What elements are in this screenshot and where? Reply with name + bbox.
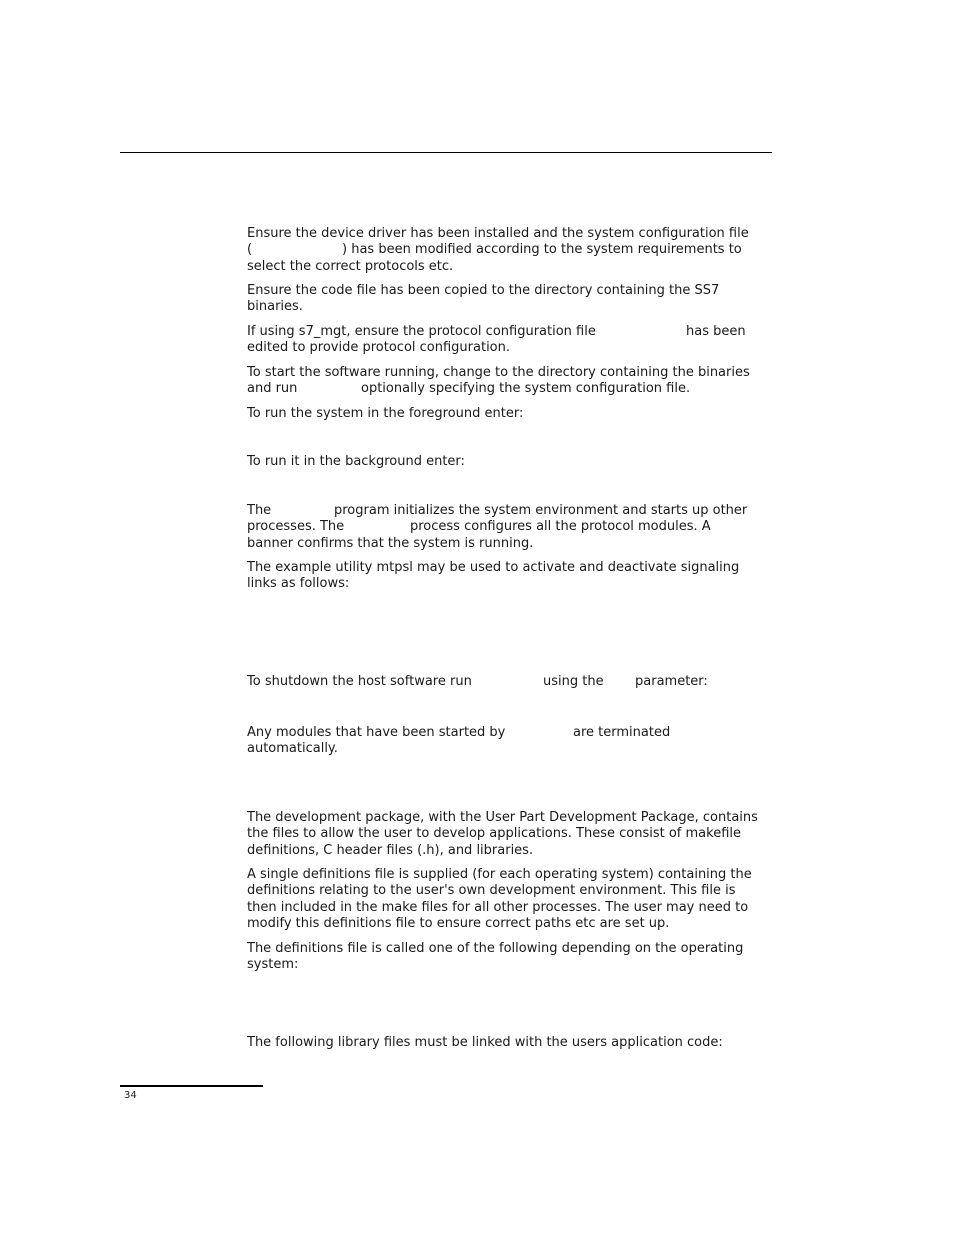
paragraph-9 (247, 674, 777, 690)
text-segment: processes. The (247, 519, 345, 535)
paragraph-4 (247, 365, 777, 398)
paragraph-14 (247, 1035, 777, 1051)
text-segment: and run (247, 381, 298, 397)
text-segment: To start the software running, change to the directory containing the binaries (247, 365, 750, 380)
text-segment: binaries. (247, 299, 303, 315)
paragraph-3 (247, 324, 777, 357)
text-line (247, 941, 777, 957)
text-segment: process configures all the protocol modules. A (410, 519, 711, 535)
text-segment: automatically. (247, 741, 338, 757)
page-number: 34 (124, 1090, 137, 1101)
text-segment: The definitions file is called one of the following depending on the operating (247, 941, 744, 956)
paragraph-5 (247, 406, 777, 422)
text-segment: The development package, with the User Part Development Package, contains (247, 810, 758, 825)
paragraph-7 (247, 503, 777, 552)
text-segment: To shutdown the host software run (247, 674, 472, 689)
paragraph-12 (247, 867, 777, 932)
text-segment: program initializes the system environment and starts up other (334, 503, 748, 518)
text-segment: has been (686, 324, 746, 339)
text-segment: edited to provide protocol configuration. (247, 340, 511, 356)
paragraph-13 (247, 941, 777, 974)
text-line (247, 299, 777, 315)
text-line (247, 560, 777, 576)
text-line (247, 916, 777, 932)
text-segment: optionally specifying the system configuration file. (361, 381, 691, 397)
text-segment: Ensure the device driver has been installed and the system configuration file (247, 226, 749, 241)
text-segment: parameter: (635, 674, 708, 689)
text-line (247, 324, 777, 340)
text-line (247, 242, 777, 258)
text-line (247, 957, 777, 973)
text-segment: select the correct protocols etc. (247, 258, 454, 274)
paragraph-10 (247, 725, 777, 758)
text-segment: system: (247, 957, 299, 973)
paragraph-8 (247, 560, 777, 593)
text-segment: To run the system in the foreground enter: (247, 406, 524, 421)
paragraph-1 (247, 226, 777, 275)
text-line (247, 259, 777, 275)
text-line (247, 883, 777, 899)
text-line (247, 536, 777, 552)
text-line (247, 406, 777, 422)
paragraph-2 (247, 283, 777, 316)
text-line (247, 576, 777, 592)
text-segment: ) has been modified according to the system requirements to (342, 242, 742, 258)
text-line (247, 900, 777, 916)
text-segment: then included in the make files for all other processes. The user may need to (247, 899, 749, 915)
text-segment: ( (247, 242, 253, 258)
text-line (247, 454, 777, 470)
text-line (247, 226, 777, 242)
text-segment: definitions relating to the user's own development environment. This file is (247, 883, 736, 899)
text-segment: If using s7_mgt, ensure the protocol configuration file (247, 324, 596, 339)
text-line (247, 340, 777, 356)
paragraph-6 (247, 454, 777, 470)
text-segment: links as follows: (247, 576, 350, 592)
text-line (247, 519, 777, 535)
text-segment: The example utility mtpsl may be used to activate and deactivate signaling (247, 560, 740, 575)
text-segment: the files to allow the user to develop applications. These consist of makefile (247, 826, 741, 842)
text-segment: Any modules that have been started by (247, 725, 506, 740)
text-line (247, 810, 777, 826)
header-rule (120, 152, 772, 153)
text-line (247, 674, 777, 690)
text-segment: definitions, C header files (.h), and libraries. (247, 842, 534, 858)
footer-rule (120, 1085, 263, 1087)
text-line (247, 826, 777, 842)
text-segment: banner confirms that the system is running. (247, 535, 534, 551)
text-segment: To run it in the background enter: (247, 454, 465, 469)
text-segment: Ensure the code file has been copied to the directory containing the SS7 (247, 283, 720, 298)
text-line (247, 381, 777, 397)
text-segment: A single definitions file is supplied (for each operating system) containing the (247, 867, 752, 882)
text-line (247, 741, 777, 757)
text-line (247, 725, 777, 741)
text-segment: are terminated (573, 725, 671, 740)
paragraph-11 (247, 810, 777, 859)
text-line (247, 867, 777, 883)
text-segment: The (247, 503, 272, 518)
text-line (247, 1035, 777, 1051)
text-segment: The following library files must be linked with the users application code: (247, 1035, 723, 1050)
text-segment: using the (543, 674, 604, 689)
text-line (247, 503, 777, 519)
text-line (247, 843, 777, 859)
text-line (247, 283, 777, 299)
text-segment: modify this definitions file to ensure correct paths etc are set up. (247, 915, 670, 931)
text-line (247, 365, 777, 381)
